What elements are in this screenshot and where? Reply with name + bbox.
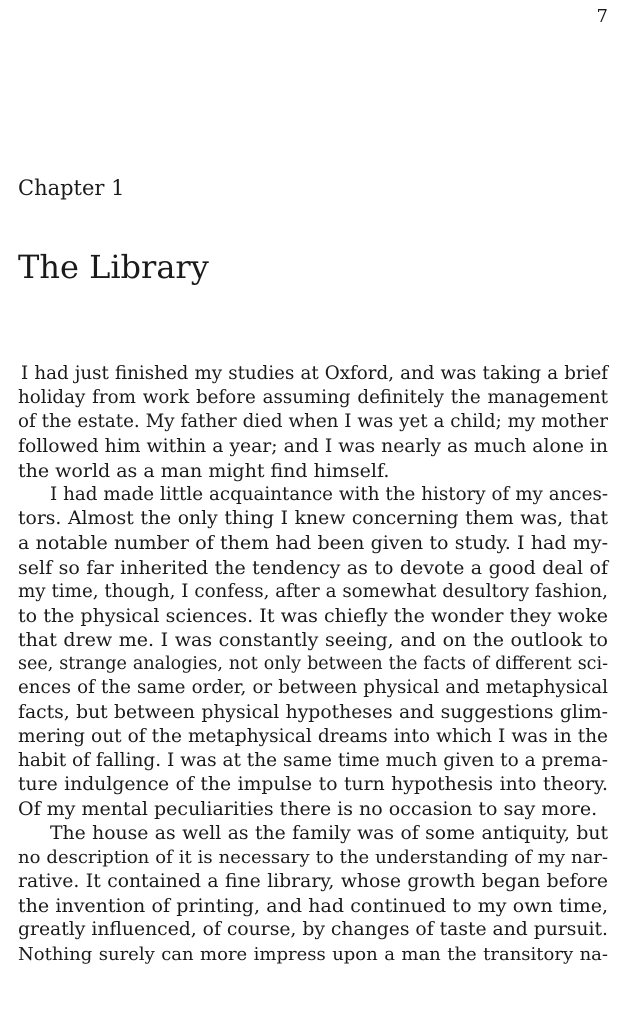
text-line: habit of falling. I was at the same time much given to a prema-: [18, 750, 608, 771]
text-line: self so far inherited the tendency as to devote a good deal of: [18, 556, 608, 579]
text-line: a notable number of them had been given to study. I had my-: [18, 532, 608, 555]
text-line: rative. It contained a fine library, whose growth began before: [18, 870, 608, 892]
text-line: holiday from work before assuming definitely the management: [18, 387, 608, 409]
text-line: my time, though, I confess, after a somewhat desultory fashion,: [18, 580, 608, 602]
text-line: I had just finished my studies at Oxford, and was taking a brief: [21, 363, 608, 384]
text-line: the world as a man might find himself.: [18, 459, 390, 482]
text-line: that drew me. I was constantly seeing, and on the outlook to: [18, 629, 608, 652]
paragraph-3: [18, 822, 608, 967]
text-line: Of my mental peculiarities there is no occasion to say more.: [18, 798, 598, 821]
text-line: to the physical sciences. It was chiefly the wonder they woke: [18, 604, 608, 627]
text-line: ences of the same order, or between physical and metaphysical: [18, 677, 608, 699]
text-line: mering out of the metaphysical dreams into which I was in the: [18, 725, 608, 747]
text-line: of the estate. My father died when I was yet a child; my mother: [18, 411, 608, 433]
text-line: The house as well as the family was of some antiquity, but: [50, 822, 608, 844]
text-line: no description of it is necessary to the understanding of my nar-: [18, 846, 608, 868]
text-line: facts, but between physical hypotheses and suggestions glim-: [18, 701, 608, 723]
page-number: 7: [596, 6, 608, 27]
text-line: see, strange analogies, not only between the facts of different sci-: [18, 654, 608, 675]
text-line: I had made little acquaintance with the history of my ances-: [50, 483, 608, 505]
text-line: the invention of printing, and had continued to my own time,: [18, 895, 608, 918]
text-line: Nothing surely can more impress upon a man the transitory na-: [18, 943, 608, 965]
body-text: [18, 362, 608, 967]
paragraph-2: [18, 483, 608, 822]
text-line: greatly influenced, of course, by changes of taste and pursuit.: [18, 919, 608, 941]
text-line: followed him within a year; and I was nearly as much alone in: [18, 435, 608, 457]
chapter-title: The Library: [18, 248, 209, 286]
text-line: tors. Almost the only thing I knew concerning them was, that: [18, 508, 608, 530]
paragraph-1: [18, 362, 608, 483]
chapter-label: Chapter 1: [18, 176, 125, 200]
text-line: ture indulgence of the impulse to turn hypothesis into theory.: [18, 774, 608, 796]
